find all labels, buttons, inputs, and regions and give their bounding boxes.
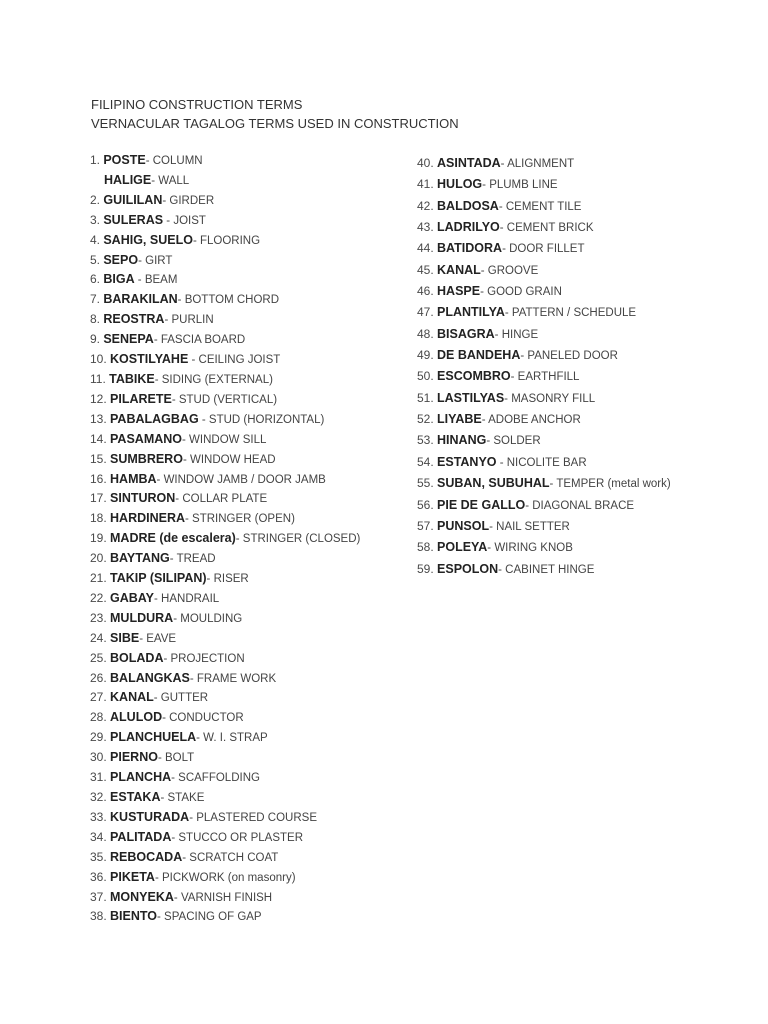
term-entry: [90, 808, 360, 828]
term-separator: -: [175, 493, 183, 506]
term-entry: [417, 495, 671, 516]
term-entry: [417, 153, 671, 174]
term-name: ESTANYO: [437, 454, 497, 469]
entry-number: 27.: [90, 690, 111, 705]
entry-number: 11.: [90, 371, 110, 386]
entry-number: 4.: [90, 232, 104, 247]
term-separator: -: [156, 473, 164, 486]
term-separator: -: [498, 563, 506, 576]
entry-number: 13.: [90, 411, 111, 426]
entry-number: 17.: [90, 491, 111, 506]
term-entry: [417, 324, 671, 345]
term-entry: [90, 370, 360, 390]
term-meaning: CEMENT TILE: [505, 200, 582, 213]
term-meaning: CABINET HINGE: [505, 563, 595, 576]
term-name: KANAL: [437, 262, 481, 277]
term-name: MONYEKA: [110, 889, 174, 904]
term-separator: -: [153, 334, 161, 347]
term-entry: [417, 174, 671, 195]
term-entry: [90, 310, 360, 330]
entry-number: 29.: [90, 730, 111, 745]
entry-number: 16.: [90, 471, 111, 486]
terms-list-right: [417, 153, 671, 580]
term-name: ALULOD: [110, 710, 163, 725]
document-title: FILIPINO CONSTRUCTION TERMS: [91, 97, 303, 112]
term-entry: [417, 452, 671, 473]
term-meaning: PLUMB LINE: [489, 179, 558, 192]
term-name: HALIGE: [104, 172, 152, 187]
term-separator: -: [192, 234, 200, 247]
term-meaning: BOTTOM CHORD: [184, 294, 280, 307]
term-meaning: EAVE: [146, 632, 177, 645]
term-separator: -: [198, 413, 209, 426]
term-separator: -: [138, 254, 146, 267]
term-entry: [90, 529, 360, 549]
entry-number: 14.: [90, 431, 111, 446]
term-meaning: HANDRAIL: [161, 592, 220, 605]
term-meaning: RISER: [213, 573, 249, 586]
term-separator: -: [520, 350, 528, 363]
term-name: DE BANDEHA: [437, 348, 521, 363]
term-name: ESPOLON: [437, 561, 499, 576]
entry-number: 7.: [90, 292, 104, 307]
term-meaning: TEMPER (metal work): [556, 478, 671, 491]
term-name: SUMBRERO: [110, 451, 183, 466]
entry-number: 3.: [90, 212, 104, 227]
term-name: HASPE: [437, 284, 481, 299]
entry-number: 53.: [417, 433, 438, 448]
entry-number: 36.: [90, 869, 111, 884]
term-separator: -: [482, 179, 490, 192]
term-meaning: PANELED DOOR: [527, 350, 618, 363]
term-meaning: WINDOW SILL: [189, 433, 267, 446]
term-separator: -: [494, 328, 502, 341]
term-separator: -: [185, 513, 193, 526]
term-separator: -: [139, 632, 147, 645]
term-name: TABIKE: [109, 371, 155, 386]
term-separator: -: [171, 772, 179, 785]
term-meaning: PATTERN / SCHEDULE: [511, 307, 637, 320]
term-meaning: GIRDER: [169, 194, 215, 207]
term-separator: -: [502, 243, 510, 256]
term-separator: -: [489, 520, 497, 533]
term-name: PUNSOL: [437, 518, 490, 533]
term-meaning: GIRT: [145, 254, 173, 267]
term-name: SUBAN, SUBUHAL: [437, 476, 550, 491]
term-name: SENEPA: [103, 332, 154, 347]
term-name: BAYTANG: [110, 551, 170, 566]
term-name: KANAL: [110, 690, 154, 705]
term-entry: [90, 171, 360, 191]
entry-number: 22.: [90, 590, 111, 605]
document-header: [91, 95, 459, 133]
term-meaning: FASCIA BOARD: [160, 334, 246, 347]
term-name: PLANCHUELA: [110, 730, 197, 745]
term-meaning: WINDOW HEAD: [189, 453, 276, 466]
term-name: ESTAKA: [110, 790, 161, 804]
entry-number: 31.: [90, 770, 111, 785]
term-entry: [417, 281, 671, 302]
term-name: LADRILYO: [437, 220, 500, 235]
term-name: BARAKILAN: [103, 292, 178, 307]
term-entry: [90, 509, 360, 529]
term-meaning: GOOD GRAIN: [487, 286, 562, 299]
entry-number: 45.: [417, 262, 438, 277]
term-meaning: WALL: [158, 174, 190, 187]
term-name: HARDINERA: [110, 511, 186, 526]
term-separator: -: [188, 354, 199, 367]
term-name: PIERNO: [110, 750, 158, 765]
term-separator: -: [206, 573, 214, 586]
term-meaning: ADOBE ANCHOR: [488, 414, 581, 427]
term-separator: -: [504, 307, 512, 320]
entry-number: 40.: [417, 156, 438, 170]
term-meaning: MASONRY FILL: [511, 392, 596, 405]
term-meaning: STRINGER (CLOSED): [242, 533, 361, 546]
term-name: LIYABE: [437, 412, 482, 427]
term-entry: [90, 748, 360, 768]
term-separator: -: [169, 553, 177, 566]
term-name: REBOCADA: [110, 849, 183, 864]
term-entry: [90, 151, 360, 171]
entry-number: 50.: [417, 369, 438, 384]
term-separator: -: [160, 792, 168, 804]
entry-number: 41.: [417, 177, 438, 192]
term-entry: [90, 688, 360, 708]
term-name: ASINTADA: [437, 156, 501, 170]
term-name: BIGA: [103, 272, 135, 287]
term-entry: [417, 238, 671, 259]
term-meaning: BEAM: [144, 274, 178, 287]
term-separator: -: [486, 435, 494, 448]
term-name: BATIDORA: [437, 241, 503, 256]
term-entry: [417, 260, 671, 281]
term-meaning: SIDING (EXTERNAL): [161, 373, 273, 386]
term-name: PLANCHA: [110, 770, 172, 785]
term-separator: -: [500, 158, 508, 170]
entry-number: 58.: [417, 540, 438, 555]
term-name: SULERAS: [103, 212, 164, 227]
term-separator: -: [164, 314, 172, 327]
term-entry: [417, 409, 671, 430]
term-separator: -: [481, 414, 489, 427]
term-name: PLANTILYA: [437, 305, 505, 320]
entry-number: 47.: [417, 305, 438, 320]
term-name: BALDOSA: [437, 198, 499, 213]
entry-number: 46.: [417, 284, 438, 299]
entry-number: 15.: [90, 451, 111, 466]
terms-list-left: [90, 151, 360, 927]
term-meaning: CONDUCTOR: [169, 712, 244, 725]
term-separator: -: [157, 752, 165, 765]
entry-number: 26.: [90, 670, 111, 685]
term-meaning: COLLAR PLATE: [182, 493, 268, 506]
term-separator: -: [162, 712, 170, 725]
term-meaning: FRAME WORK: [196, 672, 277, 685]
term-entry: [417, 217, 671, 238]
term-name: HULOG: [437, 177, 483, 192]
term-meaning: STUCCO OR PLASTER: [178, 831, 303, 844]
term-separator: -: [163, 652, 171, 665]
entry-number: 38.: [90, 909, 111, 924]
term-entry: [417, 302, 671, 323]
term-meaning: GUTTER: [160, 692, 209, 705]
term-meaning: NICOLITE BAR: [506, 456, 587, 469]
entry-number: 44.: [417, 241, 438, 256]
term-meaning: SCRATCH COAT: [189, 851, 279, 864]
term-entry: [90, 669, 360, 689]
term-separator: -: [480, 264, 488, 277]
term-name: PIKETA: [110, 869, 155, 884]
entry-number: 24.: [90, 630, 111, 645]
term-entry: [90, 290, 360, 310]
term-entry: [417, 430, 671, 451]
term-separator: -: [487, 542, 495, 555]
term-name: SAHIG, SUELO: [103, 232, 193, 247]
term-meaning: DIAGONAL BRACE: [532, 499, 635, 512]
term-separator: -: [189, 672, 197, 685]
term-meaning: GROOVE: [487, 264, 539, 277]
term-name: SEPO: [103, 252, 139, 267]
term-meaning: CEMENT BRICK: [506, 222, 594, 235]
term-entry: [90, 649, 360, 669]
term-separator: -: [154, 373, 162, 386]
term-separator: -: [196, 732, 204, 745]
term-entry: [90, 629, 360, 649]
term-entry: [90, 848, 360, 868]
term-entry: [417, 559, 671, 580]
term-name: MADRE (de escalera): [110, 531, 236, 546]
term-entry: [90, 231, 360, 251]
term-separator: -: [153, 692, 161, 705]
term-entry: [417, 366, 671, 387]
entry-number: 28.: [90, 710, 111, 725]
term-entry: [417, 345, 671, 366]
term-meaning: JOIST: [173, 214, 206, 227]
term-meaning: EARTHFILL: [517, 371, 580, 384]
term-entry: [417, 388, 671, 409]
term-meaning: SCAFFOLDING: [178, 772, 260, 785]
term-meaning: SPACING OF GAP: [164, 911, 262, 924]
term-separator: -: [498, 200, 506, 213]
term-meaning: PROJECTION: [170, 652, 245, 665]
entry-number: 20.: [90, 551, 111, 566]
entry-number: 52.: [417, 412, 438, 427]
term-separator: -: [525, 499, 533, 512]
term-name: PILARETE: [110, 391, 172, 406]
entry-number: 49.: [417, 348, 438, 363]
term-meaning: COLUMN: [152, 155, 203, 167]
term-meaning: VARNISH FINISH: [180, 891, 273, 904]
entry-number: 30.: [90, 750, 111, 765]
entry-number: 55.: [417, 476, 438, 491]
document-subtitle: VERNACULAR TAGALOG TERMS USED IN CONSTRUCTION: [91, 116, 459, 131]
term-meaning: W. I. STRAP: [203, 732, 268, 745]
entry-number: 59.: [417, 561, 438, 576]
term-meaning: ALIGNMENT: [507, 158, 575, 170]
term-separator: -: [549, 478, 557, 491]
term-entry: [90, 450, 360, 470]
term-entry: [90, 390, 360, 410]
term-entry: [90, 270, 360, 290]
term-entry: [90, 430, 360, 450]
term-name: KOSTILYAHE: [110, 352, 189, 367]
term-name: BOLADA: [110, 650, 164, 665]
term-entry: [90, 589, 360, 609]
entry-number: 18.: [90, 511, 111, 526]
entry-number: 33.: [90, 809, 111, 824]
entry-number: 21.: [90, 571, 111, 586]
term-name: SIBE: [110, 630, 140, 645]
term-separator: -: [173, 891, 181, 904]
term-meaning: NAIL SETTER: [496, 520, 570, 533]
entry-number: 19.: [90, 531, 111, 546]
term-entry: [90, 410, 360, 430]
term-name: BISAGRA: [437, 326, 495, 341]
term-separator: -: [151, 174, 159, 187]
term-meaning: PLASTERED COURSE: [196, 811, 317, 824]
entry-number: 43.: [417, 220, 438, 235]
term-name: HINANG: [437, 433, 487, 448]
term-name: PABALAGBAG: [110, 411, 199, 426]
term-meaning: FLOORING: [199, 234, 261, 247]
entry-number: 51.: [417, 390, 438, 405]
term-entry: [90, 868, 360, 888]
term-entry: [90, 489, 360, 509]
term-entry: [90, 549, 360, 569]
term-name: POLEYA: [437, 540, 488, 555]
term-separator: -: [182, 851, 190, 864]
term-entry: [90, 828, 360, 848]
term-meaning: MOULDING: [180, 612, 243, 625]
term-meaning: WIRING KNOB: [494, 542, 573, 555]
term-entry: [417, 537, 671, 558]
term-entry: [90, 888, 360, 908]
term-separator: -: [157, 911, 165, 924]
term-name: PALITADA: [110, 829, 172, 844]
term-name: PASAMANO: [110, 431, 183, 446]
term-separator: -: [499, 222, 507, 235]
term-separator: -: [163, 214, 174, 227]
term-entry: [90, 330, 360, 350]
term-entry: [90, 470, 360, 490]
term-entry: [90, 708, 360, 728]
term-entry: [90, 907, 360, 927]
term-separator: -: [145, 155, 153, 167]
term-name: MULDURA: [110, 610, 174, 625]
entry-number: 2.: [90, 192, 104, 207]
entry-number: 10.: [90, 352, 111, 367]
term-name: POSTE: [103, 153, 146, 167]
term-separator: -: [189, 811, 197, 824]
term-meaning: WINDOW JAMB / DOOR JAMB: [163, 473, 326, 486]
term-separator: -: [182, 433, 190, 446]
term-name: REOSTRA: [103, 312, 165, 327]
term-entry: [90, 251, 360, 271]
term-meaning: STRINGER (OPEN): [192, 513, 295, 526]
term-separator: -: [171, 831, 179, 844]
term-name: BALANGKAS: [110, 670, 190, 685]
term-entry: [90, 569, 360, 589]
term-entry: [90, 728, 360, 748]
entry-number: 6.: [90, 272, 104, 287]
term-entry: [90, 211, 360, 231]
entry-number: 56.: [417, 497, 438, 512]
entry-number: 8.: [90, 312, 104, 327]
entry-number: 32.: [90, 790, 111, 804]
entry-number: 12.: [90, 391, 111, 406]
term-separator: -: [480, 286, 488, 299]
term-separator: -: [510, 371, 518, 384]
term-meaning: TREAD: [176, 553, 216, 566]
term-entry: [417, 196, 671, 217]
term-name: LASTILYAS: [437, 390, 505, 405]
term-separator: -: [182, 453, 190, 466]
entry-number: 42.: [417, 198, 438, 213]
term-name: KUSTURADA: [110, 809, 190, 824]
term-entry: [417, 473, 671, 494]
entry-number: 57.: [417, 518, 438, 533]
term-meaning: STUD (VERTICAL): [178, 393, 278, 406]
term-separator: -: [504, 392, 512, 405]
term-separator: -: [235, 533, 243, 546]
term-entry: [90, 191, 360, 211]
term-meaning: PICKWORK (on masonry): [161, 871, 296, 884]
term-entry: [90, 768, 360, 788]
term-name: ESCOMBRO: [437, 369, 511, 384]
term-meaning: PURLIN: [171, 314, 214, 327]
entry-number: 54.: [417, 454, 438, 469]
term-separator: -: [134, 274, 145, 287]
entry-number: 35.: [90, 849, 111, 864]
term-entry: [90, 350, 360, 370]
entry-number: 34.: [90, 829, 111, 844]
entry-number: 23.: [90, 610, 111, 625]
term-name: PIE DE GALLO: [437, 497, 526, 512]
term-separator: -: [154, 871, 162, 884]
term-meaning: CEILING JOIST: [198, 354, 281, 367]
term-name: SINTURON: [110, 491, 176, 506]
term-name: HAMBA: [110, 471, 157, 486]
term-separator: -: [171, 393, 179, 406]
term-entry: [90, 788, 360, 808]
term-separator: -: [173, 612, 181, 625]
entry-number: 9.: [90, 332, 104, 347]
term-separator: -: [177, 294, 185, 307]
term-name: TAKIP (SILIPAN): [110, 571, 207, 586]
term-entry: [417, 516, 671, 537]
term-name: BIENTO: [110, 909, 158, 924]
term-meaning: DOOR FILLET: [509, 243, 585, 256]
entry-number: 48.: [417, 326, 438, 341]
term-separator: -: [162, 194, 170, 207]
term-meaning: STUD (HORIZONTAL): [208, 413, 325, 426]
entry-number: 5.: [90, 252, 104, 267]
term-name: GUILILAN: [103, 192, 163, 207]
term-meaning: HINGE: [501, 328, 539, 341]
term-meaning: STAKE: [167, 792, 205, 804]
term-name: GABAY: [110, 590, 155, 605]
term-entry: [90, 609, 360, 629]
entry-number: 1.: [90, 153, 104, 167]
entry-number: 37.: [90, 889, 111, 904]
term-meaning: SOLDER: [493, 435, 541, 448]
entry-number: 25.: [90, 650, 111, 665]
term-separator: -: [154, 592, 162, 605]
term-separator: -: [496, 456, 507, 469]
term-meaning: BOLT: [164, 752, 195, 765]
